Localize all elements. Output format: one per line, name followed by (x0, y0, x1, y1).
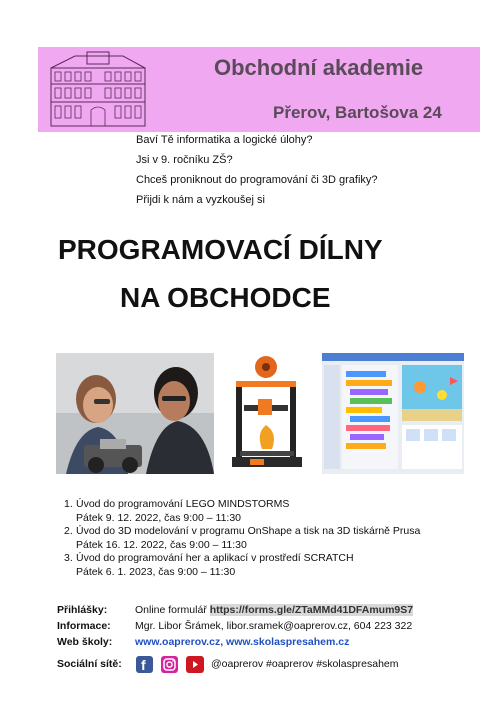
3d-printer-photo (222, 353, 314, 474)
workshop-title: Úvod do 3D modelování v programu OnShape a tisk na 3D tiskárně Prusa (76, 525, 421, 537)
scratch-screenshot (322, 353, 464, 474)
social-row (57, 656, 457, 676)
workshop-number: 2. (64, 525, 73, 537)
intro-invite: Přijdi k nám a vyzkoušej si (136, 194, 265, 206)
workshop-title: Úvod do programování LEGO MINDSTORMS (76, 498, 290, 510)
facebook-icon[interactable] (136, 656, 153, 673)
workshop-date: Pátek 16. 12. 2022, čas 9:00 – 11:30 (76, 538, 247, 551)
workshop-item (64, 552, 420, 566)
lego-students-photo (56, 353, 214, 474)
workshop-item (64, 498, 420, 512)
main-heading-line-1: PROGRAMOVACÍ DÍLNY (58, 234, 383, 265)
signup-label: Přihlášky: (57, 604, 108, 616)
youtube-icon[interactable] (186, 656, 204, 673)
web-links[interactable]: www.oaprerov.cz, www.skolaspresahem.cz (135, 636, 350, 648)
workshop-number: 1. (64, 498, 73, 510)
school-name: Obchodní akademie (214, 55, 424, 80)
header-banner (38, 47, 480, 132)
signup-text: Online formulář (135, 604, 207, 616)
svg-text:f: f (141, 657, 146, 673)
workshop-number: 3. (64, 552, 73, 564)
workshop-list (64, 498, 420, 579)
school-building-logo (45, 50, 153, 128)
signup-value (135, 604, 413, 616)
social-label: Sociální sítě: (57, 658, 122, 670)
social-handles[interactable]: @oaprerov #oaprerov #skolaspresahem (211, 658, 399, 670)
school-address: Přerov, Bartošova 24 (273, 103, 442, 122)
web-label: Web školy: (57, 636, 113, 648)
contact-value: Mgr. Libor Šrámek, libor.sramek@oaprerov.cz, 604 223 322 (135, 620, 413, 632)
workshop-item (64, 525, 420, 539)
signup-form-link[interactable]: https://forms.gle/ZTaMMd41DFAmum9S7 (209, 604, 414, 616)
workshop-date: Pátek 6. 1. 2023, čas 9:00 – 11:30 (76, 565, 236, 578)
intro-question-1: Baví Tě informatika a logické úlohy? (136, 134, 313, 146)
contact-label: Informace: (57, 620, 111, 632)
intro-question-2: Jsi v 9. ročníku ZŠ? (136, 154, 233, 166)
workshop-title: Úvod do programování her a aplikací v prostředí SCRATCH (76, 552, 354, 564)
workshop-date: Pátek 9. 12. 2022, čas 9:00 – 11:30 (76, 511, 242, 524)
poster (38, 14, 480, 694)
main-heading-line-2: NA OBCHODCE (120, 282, 331, 313)
intro-question-3: Chceš proniknout do programování či 3D grafiky? (136, 174, 378, 186)
instagram-icon[interactable] (161, 656, 178, 673)
